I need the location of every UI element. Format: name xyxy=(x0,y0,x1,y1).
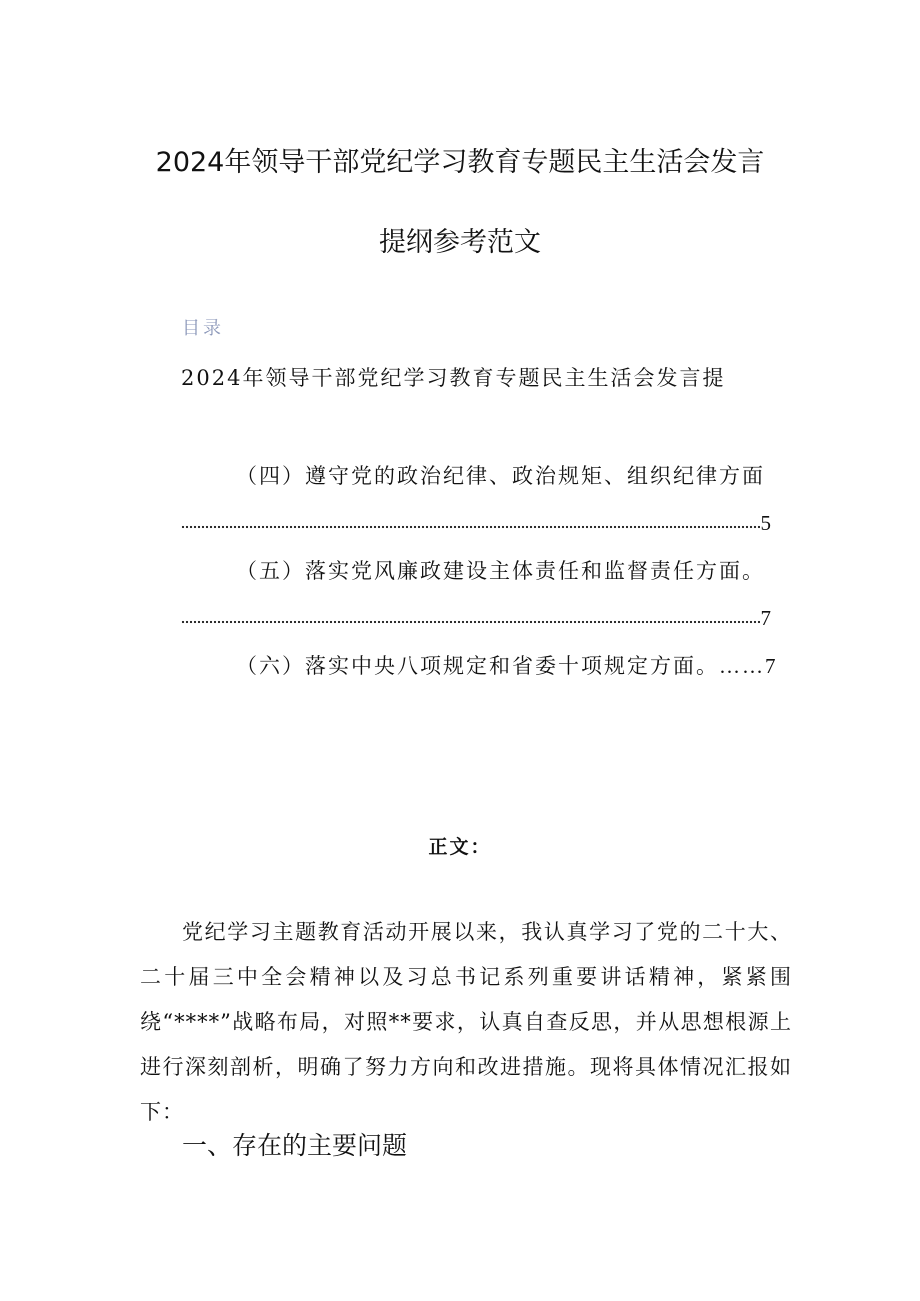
toc-dot-leader xyxy=(181,524,760,530)
toc-leader-row-4 xyxy=(181,508,771,538)
toc-label: 目录 xyxy=(182,318,224,339)
toc-item-4[interactable]: （四）遵守党的政治纪律、政治规矩、组织纪律方面 xyxy=(236,464,765,488)
toc-leader-row-5 xyxy=(181,603,771,633)
toc-page-number[interactable]: 7 xyxy=(760,606,771,630)
toc-main-entry[interactable]: 2024年领导干部党纪学习教育专题民主生活会发言提 xyxy=(181,366,726,390)
intro-paragraph: 党纪学习主题教育活动开展以来，我认真学习了党的二十大、二十届三中全会精神以及习总书记系列重要讲话精神，紧紧围绕“****”战略布局，对照**要求，认真自查反思，并从思想根源上进行深刻剖析，明确了努力方向和改进措施。现将具体情况汇报如下： xyxy=(140,920,792,1124)
toc-item-6[interactable] xyxy=(236,650,778,680)
toc-dot-leader: …… xyxy=(719,654,765,678)
section-heading: 一、存在的主要问题 xyxy=(182,1131,408,1160)
toc-page-number[interactable]: 5 xyxy=(760,511,771,535)
toc-page-number[interactable]: 7 xyxy=(765,654,778,678)
toc-item-text: （六）落实中央八项规定和省委十项规定方面。 xyxy=(236,654,719,678)
toc-dot-leader xyxy=(181,619,760,625)
document-title-line-1: 2024年领导干部党纪学习教育专题民主生活会发言 xyxy=(155,147,765,178)
body-heading: 正文： xyxy=(428,836,492,858)
toc-item-5[interactable]: （五）落实党风廉政建设主体责任和监督责任方面。 xyxy=(236,559,765,583)
document-title-line-2: 提纲参考范文 xyxy=(379,227,541,258)
